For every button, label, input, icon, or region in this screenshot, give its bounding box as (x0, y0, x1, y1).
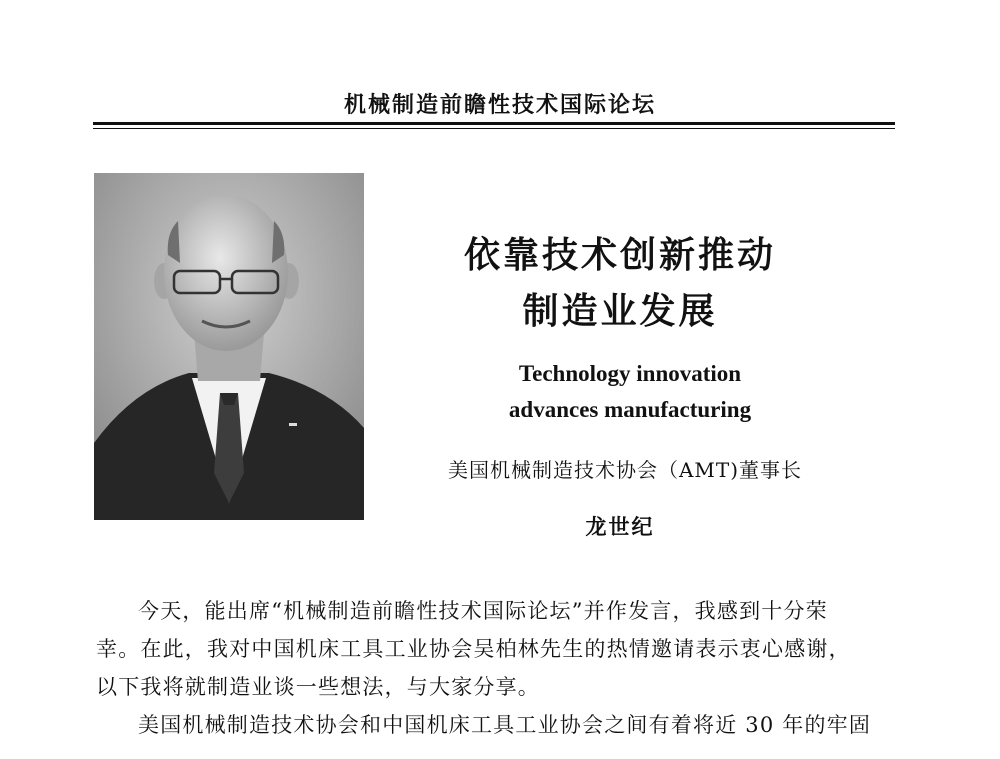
article-title-english (430, 356, 830, 428)
body-line: 美国机械制造技术协会和中国机床工具工业协会之间有着将近 30 年的牢固 (138, 713, 872, 737)
body-line: 今天，能出席“机械制造前瞻性技术国际论坛”并作发言，我感到十分荣 (138, 599, 828, 623)
title-en-line-2: advances manufacturing (508, 397, 752, 422)
title-en-line-1: Technology innovation (518, 361, 742, 386)
body-line: 幸。在此，我对中国机床工具工业协会吴柏林先生的热情邀请表示衷心感谢， (96, 637, 851, 661)
article-title-chinese (435, 228, 805, 340)
body-line: 以下我将就制造业谈一些想法，与大家分享。 (96, 675, 540, 699)
author-portrait-photo (94, 173, 364, 520)
header-rule-thick (93, 122, 895, 125)
author-name: 龙世纪 (585, 514, 655, 539)
title-cn-line-2: 制造业发展 (522, 291, 718, 332)
title-cn-line-1: 依靠技术创新推动 (463, 235, 776, 276)
running-header-title: 机械制造前瞻性技术国际论坛 (343, 93, 656, 118)
article-body (96, 592, 896, 744)
header-rule-thin (93, 128, 895, 129)
author-affiliation: 美国机械制造技术协会（AMT)董事长 (447, 458, 803, 482)
